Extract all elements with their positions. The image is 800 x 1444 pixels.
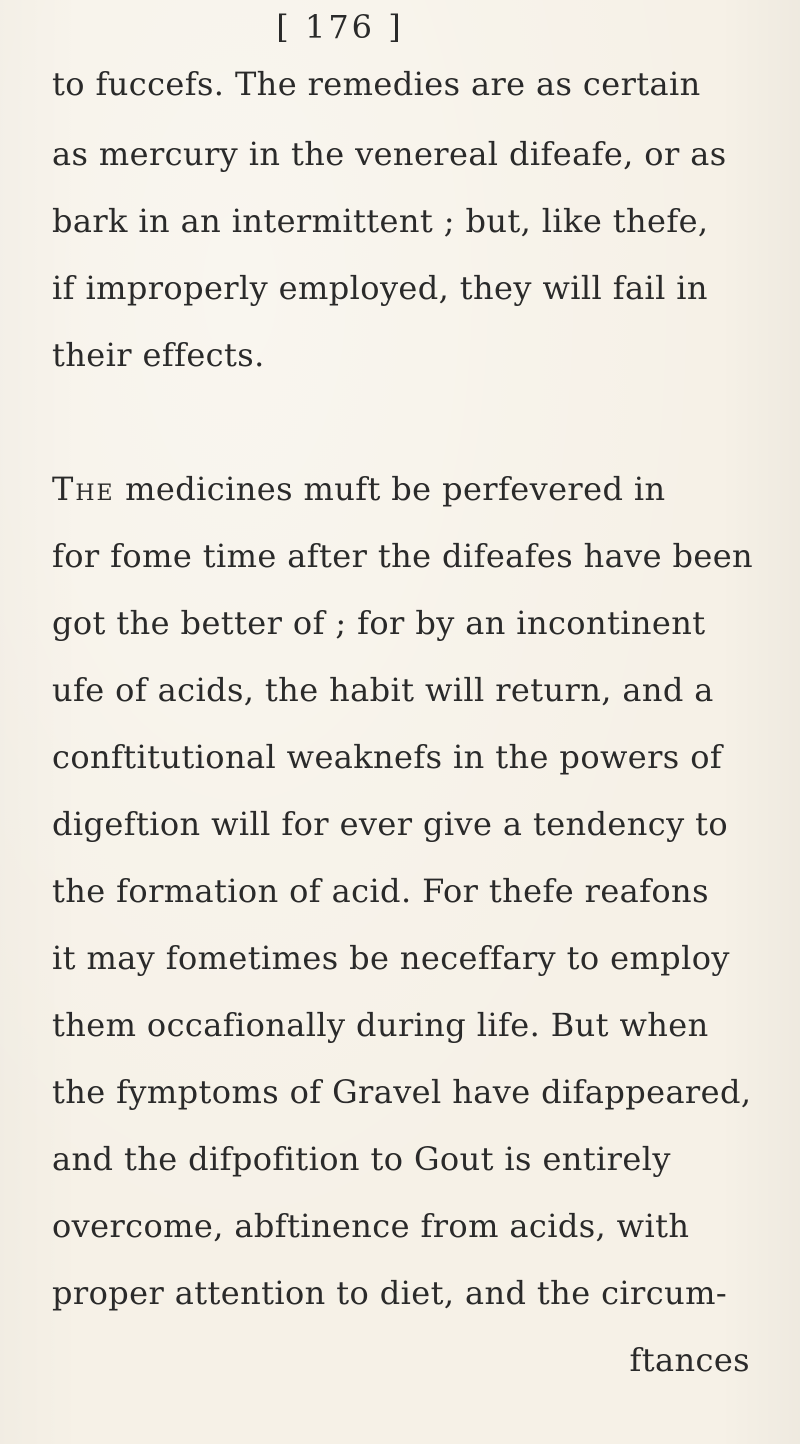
text-line: to fuccefs. The remedies are as certain <box>52 65 701 103</box>
text-line: digeftion will for ever give a tendency to <box>52 805 729 843</box>
text-line: and the difpofition to Gout is entirely <box>52 1140 671 1178</box>
text-line: overcome, abftinence from acids, with <box>52 1207 690 1245</box>
text-line: the fymptoms of Gravel have difappeared, <box>52 1073 752 1111</box>
text-line: medicines muft be perfevered in <box>125 470 666 508</box>
text-line: it may fometimes be neceffary to employ <box>52 939 730 977</box>
paragraph-2-first-line <box>52 469 666 509</box>
text-line: got the better of ; for by an incontinent <box>52 604 706 642</box>
text-line: if improperly employed, they will fail in <box>52 269 708 307</box>
text-line: the formation of acid. For thefe reafons <box>52 872 709 910</box>
text-line: them occafionally during life. But when <box>52 1006 709 1044</box>
text-line: for fome time after the difeafes have been <box>52 537 754 575</box>
paragraph-lead-word: The <box>52 470 115 508</box>
catchword: ftances <box>629 1341 750 1379</box>
text-line: as mercury in the venereal difeafe, or as <box>52 135 727 173</box>
text-line: ufe of acids, the habit will return, and a <box>52 671 714 709</box>
text-line: conftitutional weaknefs in the powers of <box>52 738 723 776</box>
text-line: proper attention to diet, and the circum- <box>52 1274 728 1312</box>
page-number-header: [ 176 ] <box>276 8 404 46</box>
text-line: bark in an intermittent ; but, like thefe, <box>52 202 709 240</box>
text-line: their effects. <box>52 336 265 374</box>
